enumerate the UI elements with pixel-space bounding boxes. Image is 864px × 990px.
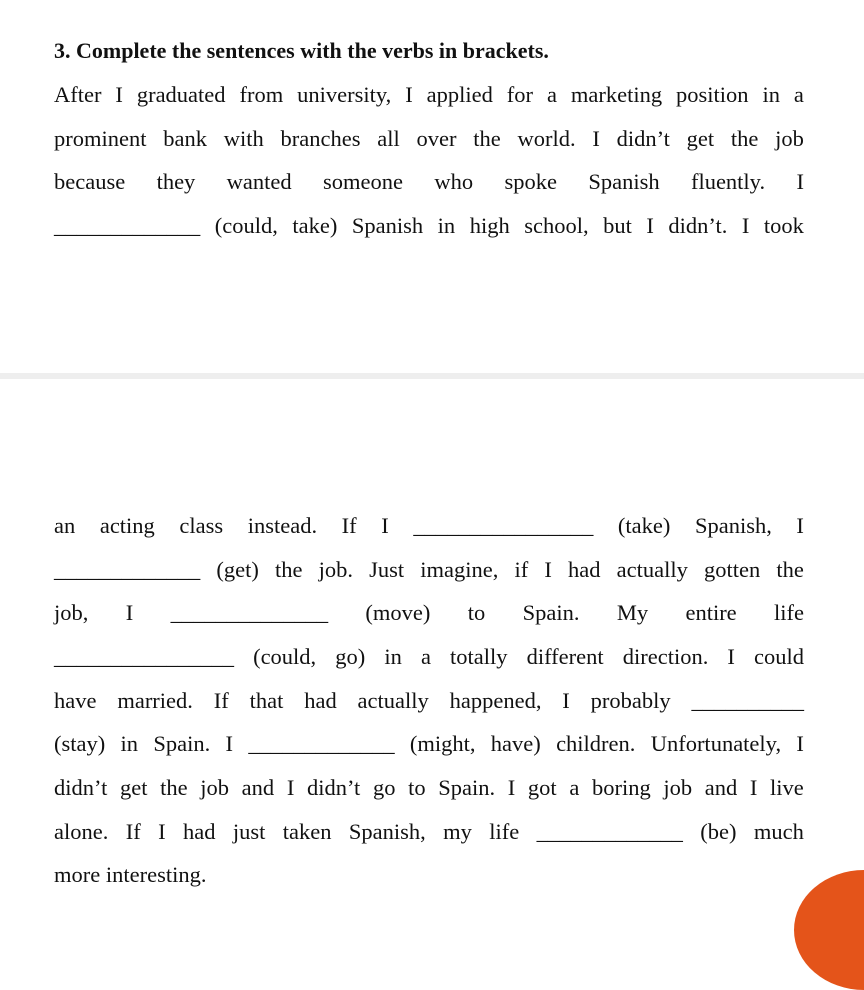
word: actually — [357, 688, 429, 713]
word: (be) — [700, 819, 737, 844]
word: I — [158, 819, 166, 844]
word: high — [469, 213, 510, 238]
word: had — [568, 557, 601, 582]
word: I — [507, 775, 516, 800]
word: the — [473, 126, 501, 151]
word: with — [223, 126, 264, 151]
word: I — [562, 688, 570, 713]
word: I — [796, 731, 804, 756]
word: who — [434, 169, 474, 194]
word: but — [603, 213, 632, 238]
word: a — [569, 775, 580, 800]
word: had — [304, 688, 337, 713]
word: university, — [297, 82, 392, 107]
word: graduated — [136, 82, 226, 107]
word: boring — [591, 775, 651, 800]
word: could — [754, 644, 804, 669]
word: job — [663, 775, 693, 800]
word: Just — [369, 557, 405, 582]
word: a — [546, 82, 557, 107]
word: they — [156, 169, 196, 194]
word: in — [437, 213, 456, 238]
passage-line — [54, 160, 804, 204]
word: had — [182, 819, 216, 844]
corner-decoration — [794, 870, 864, 990]
answer-blank: _____________ — [248, 731, 395, 756]
word: to — [467, 600, 486, 625]
passage-line — [54, 635, 804, 679]
word: if — [514, 557, 529, 582]
word: I — [405, 82, 413, 107]
word: a — [793, 82, 804, 107]
word: (move) — [365, 600, 431, 625]
word: Spanish — [351, 213, 424, 238]
word: all — [377, 126, 400, 151]
word: the — [730, 126, 759, 151]
word: have — [54, 688, 97, 713]
word: job — [200, 775, 230, 800]
word: just — [232, 819, 266, 844]
passage-line — [54, 204, 804, 248]
word: Spain. — [153, 731, 211, 756]
word: a — [420, 644, 431, 669]
answer-blank: ________________ — [413, 513, 594, 538]
word: probably — [590, 688, 671, 713]
word: I — [544, 557, 552, 582]
word: acting — [99, 513, 155, 538]
word: (stay) — [54, 731, 106, 756]
word: actually — [616, 557, 688, 582]
word: bank — [163, 126, 207, 151]
word: school, — [524, 213, 589, 238]
word: didn’t. — [668, 213, 728, 238]
word: fluently. — [690, 169, 766, 194]
passage-line — [54, 73, 804, 117]
passage-line — [54, 679, 804, 723]
word: instead. — [247, 513, 318, 538]
word: (might, — [409, 731, 476, 756]
word: branches — [280, 126, 361, 151]
answer-blank: _____________ — [54, 213, 201, 238]
word: life — [489, 819, 520, 844]
word: get — [686, 126, 715, 151]
exercise-title: 3. Complete the sentences with the verbs in brackets. — [54, 38, 549, 63]
word: (could, — [214, 213, 278, 238]
word: Spanish, — [694, 513, 772, 538]
word: imagine, — [420, 557, 499, 582]
word: alone. — [54, 819, 109, 844]
word: life — [774, 600, 804, 625]
word: different — [526, 644, 604, 669]
word: happened, — [449, 688, 542, 713]
word: and — [241, 775, 275, 800]
page-divider — [0, 373, 864, 379]
word: I — [286, 775, 295, 800]
word: I — [796, 169, 804, 194]
word: that — [249, 688, 284, 713]
word: the — [274, 557, 303, 582]
word: to — [408, 775, 426, 800]
word: in — [762, 82, 780, 107]
word: get — [119, 775, 148, 800]
word: more — [54, 862, 101, 887]
word: Spain. — [438, 775, 496, 800]
word: class — [179, 513, 224, 538]
passage-line — [54, 504, 804, 548]
word: I — [749, 775, 758, 800]
word: prominent — [54, 126, 147, 151]
word: over — [416, 126, 457, 151]
word: didn’t — [54, 775, 108, 800]
word: I — [796, 513, 804, 538]
word: go — [372, 775, 396, 800]
passage-line — [54, 117, 804, 161]
word: didn’t — [306, 775, 361, 800]
passage-line — [54, 853, 804, 897]
word: job — [775, 126, 804, 151]
word: have) — [490, 731, 541, 756]
word: children. — [556, 731, 636, 756]
word: entire — [685, 600, 737, 625]
word: If — [213, 688, 229, 713]
answer-blank: ________________ — [54, 644, 234, 669]
word: take) — [292, 213, 338, 238]
word: in — [384, 644, 402, 669]
word: I — [225, 731, 234, 756]
word: applied — [426, 82, 493, 107]
word: because — [54, 169, 126, 194]
word: the — [160, 775, 188, 800]
word: in — [120, 731, 139, 756]
word: my — [443, 819, 472, 844]
word: I — [125, 600, 134, 625]
answer-blank: __________ — [691, 688, 804, 713]
word: I — [592, 126, 600, 151]
word: and — [704, 775, 738, 800]
passage-line — [54, 810, 804, 854]
passage-line — [54, 766, 804, 810]
word: I — [381, 513, 389, 538]
word: Unfortunately, — [650, 731, 782, 756]
word: live — [770, 775, 804, 800]
word: totally — [450, 644, 508, 669]
word: If — [125, 819, 141, 844]
passage-line — [54, 722, 804, 766]
word: I — [741, 213, 750, 238]
word: Spanish, — [348, 819, 426, 844]
word: someone — [323, 169, 403, 194]
word: marketing — [570, 82, 663, 107]
passage-line — [54, 548, 804, 592]
word: After — [54, 82, 102, 107]
answer-blank: _____________ — [536, 819, 683, 844]
word: job, — [54, 600, 89, 625]
word: direction. — [622, 644, 709, 669]
word: I — [115, 82, 123, 107]
word: go) — [335, 644, 366, 669]
word: (get) — [216, 557, 259, 582]
word: gotten — [703, 557, 761, 582]
word: Spain. — [522, 600, 580, 625]
word: an — [54, 513, 76, 538]
word: I — [646, 213, 654, 238]
word: job. — [318, 557, 353, 582]
word: My — [616, 600, 649, 625]
answer-blank: _____________ — [54, 557, 201, 582]
passage-line — [54, 591, 804, 635]
word: (could, — [253, 644, 317, 669]
word: wanted — [226, 169, 292, 194]
word: world. — [517, 126, 576, 151]
word: the — [776, 557, 804, 582]
answer-blank: ______________ — [170, 600, 329, 625]
word: didn’t — [616, 126, 670, 151]
word: interesting. — [105, 862, 207, 887]
word: spoke — [504, 169, 557, 194]
word: If — [341, 513, 357, 538]
word: married. — [117, 688, 193, 713]
word: (take) — [617, 513, 671, 538]
word: for — [506, 82, 534, 107]
word: took — [763, 213, 804, 238]
word: position — [676, 82, 749, 107]
word: I — [727, 644, 735, 669]
word: much — [753, 819, 804, 844]
word: Spanish — [588, 169, 660, 194]
word: got — [527, 775, 557, 800]
word: taken — [282, 819, 332, 844]
word: from — [239, 82, 284, 107]
